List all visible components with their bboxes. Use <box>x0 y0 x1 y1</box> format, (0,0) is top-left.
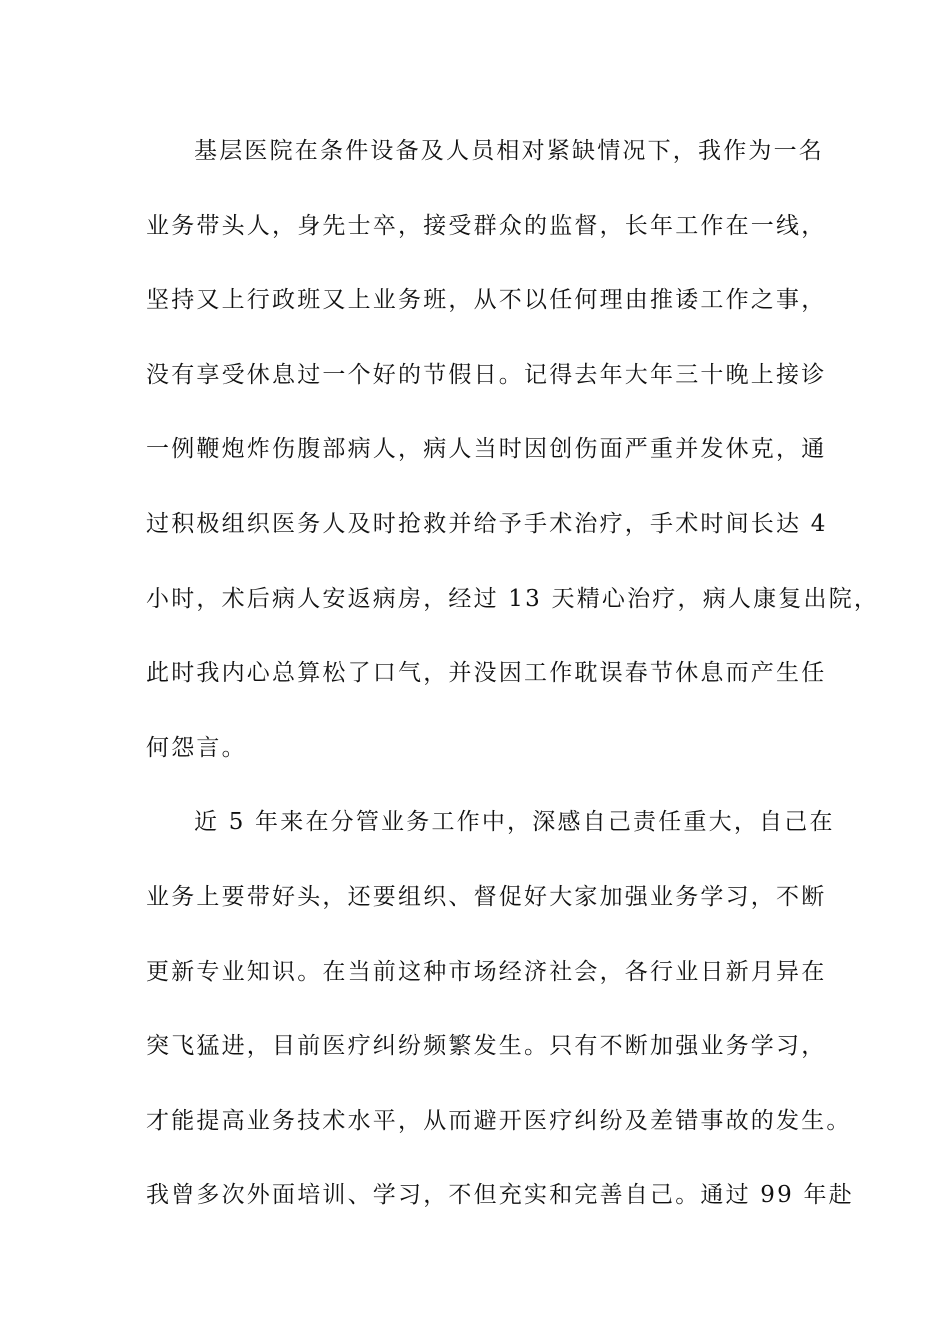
text-line: 才能提高业务技术水平，从而避开医疗纠纷及差错事故的发生。 <box>146 1107 852 1134</box>
paragraph-1 <box>146 130 880 801</box>
text-line: 何怨言。 <box>146 734 247 761</box>
text-line: 坚持又上行政班又上业务班，从不以任何理由推诿工作之事， <box>146 287 827 314</box>
text-line: 突飞猛进，目前医疗纠纷频繁发生。只有不断加强业务学习， <box>146 1033 827 1060</box>
paragraph-2 <box>146 801 854 1249</box>
text-line: 基层医院在条件设备及人员相对紧缺情况下，我作为一名 <box>194 138 824 164</box>
text-line: 业务带头人，身先士卒，接受群众的监督，长年工作在一线， <box>146 212 827 239</box>
text-line: 我曾多次外面培训、学习，不但充实和完善自己。通过 99 年赴 <box>146 1182 854 1209</box>
text-line: 一例鞭炮炸伤腹部病人，病人当时因创伤面严重并发休克，通 <box>146 436 827 463</box>
document-body <box>146 130 880 1249</box>
text-line: 业务上要带好头，还要组织、督促好大家加强业务学习，不断 <box>146 883 827 910</box>
text-line: 更新专业知识。在当前这种市场经济社会，各行业日新月异在 <box>146 958 827 985</box>
text-line: 小时，术后病人安返病房，经过 13 天精心治疗，病人康复出院， <box>146 585 880 612</box>
text-line: 此时我内心总算松了口气，并没因工作耽误春节休息而产生任 <box>146 660 827 687</box>
text-line: 过积极组织医务人及时抢救并给予手术治疗，手术时间长达 4 <box>146 510 828 537</box>
text-line: 近 5 年来在分管业务工作中，深感自己责任重大，自己在 <box>194 809 835 836</box>
text-line: 没有享受休息过一个好的节假日。记得去年大年三十晚上接诊 <box>146 361 827 388</box>
